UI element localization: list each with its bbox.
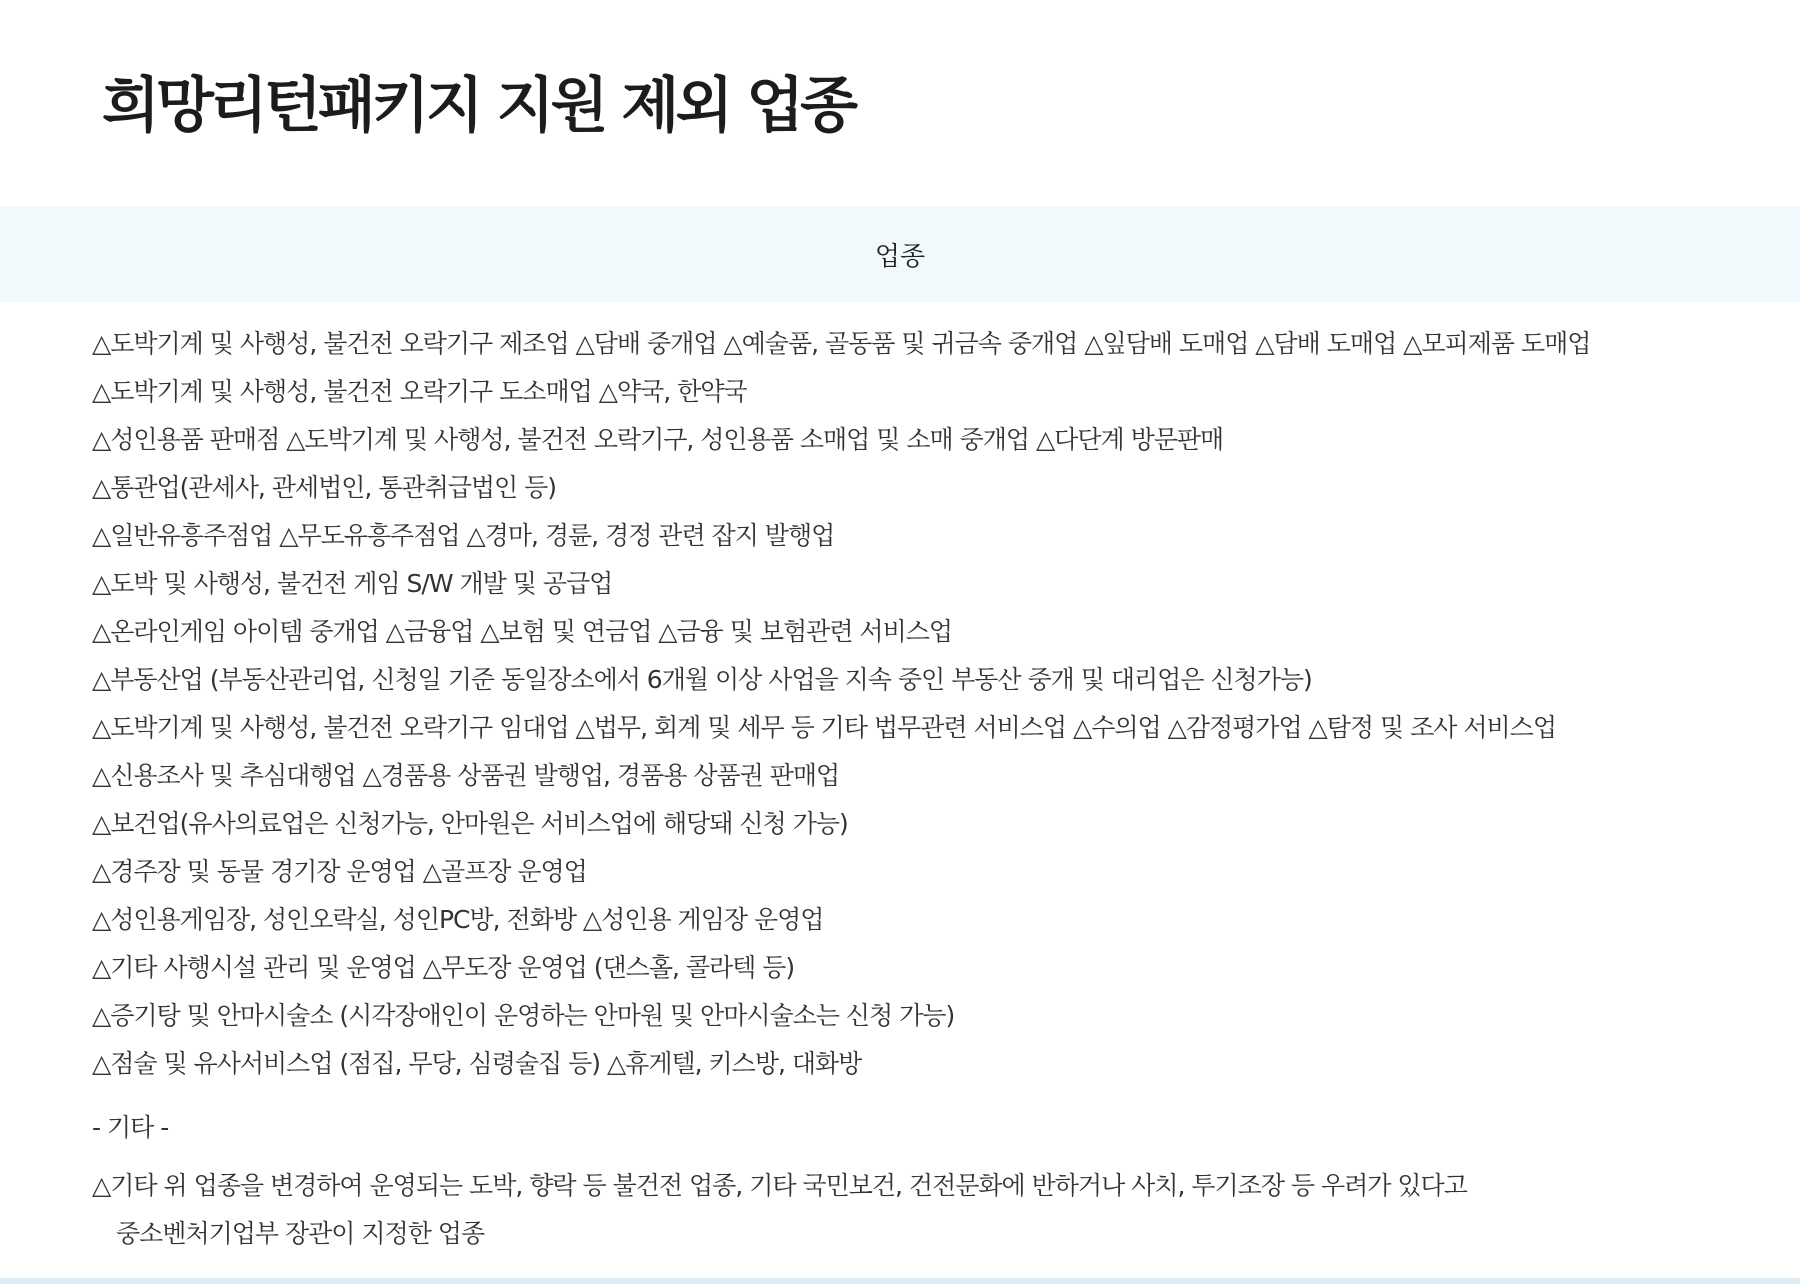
list-item: △성인용게임장, 성인오락실, 성인PC방, 전화방 △성인용 게임장 운영업 bbox=[92, 905, 824, 934]
table-header bbox=[0, 206, 1800, 302]
list-item: △도박기계 및 사행성, 불건전 오락기구 도소매업 △약국, 한약국 bbox=[92, 377, 747, 406]
list-item: △보건업(유사의료업은 신청가능, 안마원은 서비스업에 해당돼 신청 가능) bbox=[92, 809, 848, 838]
table-bottom-border bbox=[0, 1278, 1800, 1284]
list-item: △신용조사 및 추심대행업 △경품용 상품권 발행업, 경품용 상품권 판매업 bbox=[92, 761, 840, 790]
list-item: △도박 및 사행성, 불건전 게임 S/W 개발 및 공급업 bbox=[92, 569, 613, 598]
list-item: △경주장 및 동물 경기장 운영업 △골프장 운영업 bbox=[92, 857, 587, 886]
etc-line: △기타 위 업종을 변경하여 운영되는 도박, 향락 등 불건전 업종, 기타 국민보건, 건전문화에 반하거나 사치, 투기조장 등 우려가 있다고 bbox=[92, 1171, 1467, 1200]
etc-line: 중소벤처기업부 장관이 지정한 업종 bbox=[116, 1219, 485, 1248]
list-item: △부동산업 (부동산관리업, 신청일 기준 동일장소에서 6개월 이상 사업을 지속 중인 부동산 중개 및 대리업은 신청가능) bbox=[92, 665, 1312, 694]
table-header-label: 업종 bbox=[874, 241, 926, 272]
list-item: △점술 및 유사서비스업 (점집, 무당, 심령술집 등) △휴게텔, 키스방, 대화방 bbox=[92, 1049, 862, 1078]
etc-description bbox=[92, 1162, 1782, 1258]
list-item: △통관업(관세사, 관세법인, 통관취급법인 등) bbox=[92, 473, 557, 502]
list-item: △일반유흥주점업 △무도유흥주점업 △경마, 경륜, 경정 관련 잡지 발행업 bbox=[92, 521, 835, 550]
list-item: △증기탕 및 안마시술소 (시각장애인이 운영하는 안마원 및 안마시술소는 신청 가능) bbox=[92, 1001, 955, 1030]
list-item: △도박기계 및 사행성, 불건전 오락기구 제조업 △담배 중개업 △예술품, 골동품 및 귀금속 중개업 △잎담배 도매업 △담배 도매업 △모피제품 도매업 bbox=[92, 329, 1591, 358]
list-item: △기타 사행시설 관리 및 운영업 △무도장 운영업 (댄스홀, 콜라텍 등) bbox=[92, 953, 795, 982]
excluded-industry-list bbox=[92, 320, 1782, 1258]
page-title: 희망리턴패키지 지원 제외 업종 bbox=[102, 71, 855, 141]
list-item: △도박기계 및 사행성, 불건전 오락기구 임대업 △법무, 회계 및 세무 등 기타 법무관련 서비스업 △수의업 △감정평가업 △탐정 및 조사 서비스업 bbox=[92, 713, 1556, 742]
etc-heading: - 기타 - bbox=[92, 1113, 169, 1142]
list-item: △온라인게임 아이템 중개업 △금융업 △보험 및 연금업 △금융 및 보험관련 서비스업 bbox=[92, 617, 953, 646]
list-item: △성인용품 판매점 △도박기계 및 사행성, 불건전 오락기구, 성인용품 소매업 및 소매 중개업 △다단계 방문판매 bbox=[92, 425, 1224, 454]
